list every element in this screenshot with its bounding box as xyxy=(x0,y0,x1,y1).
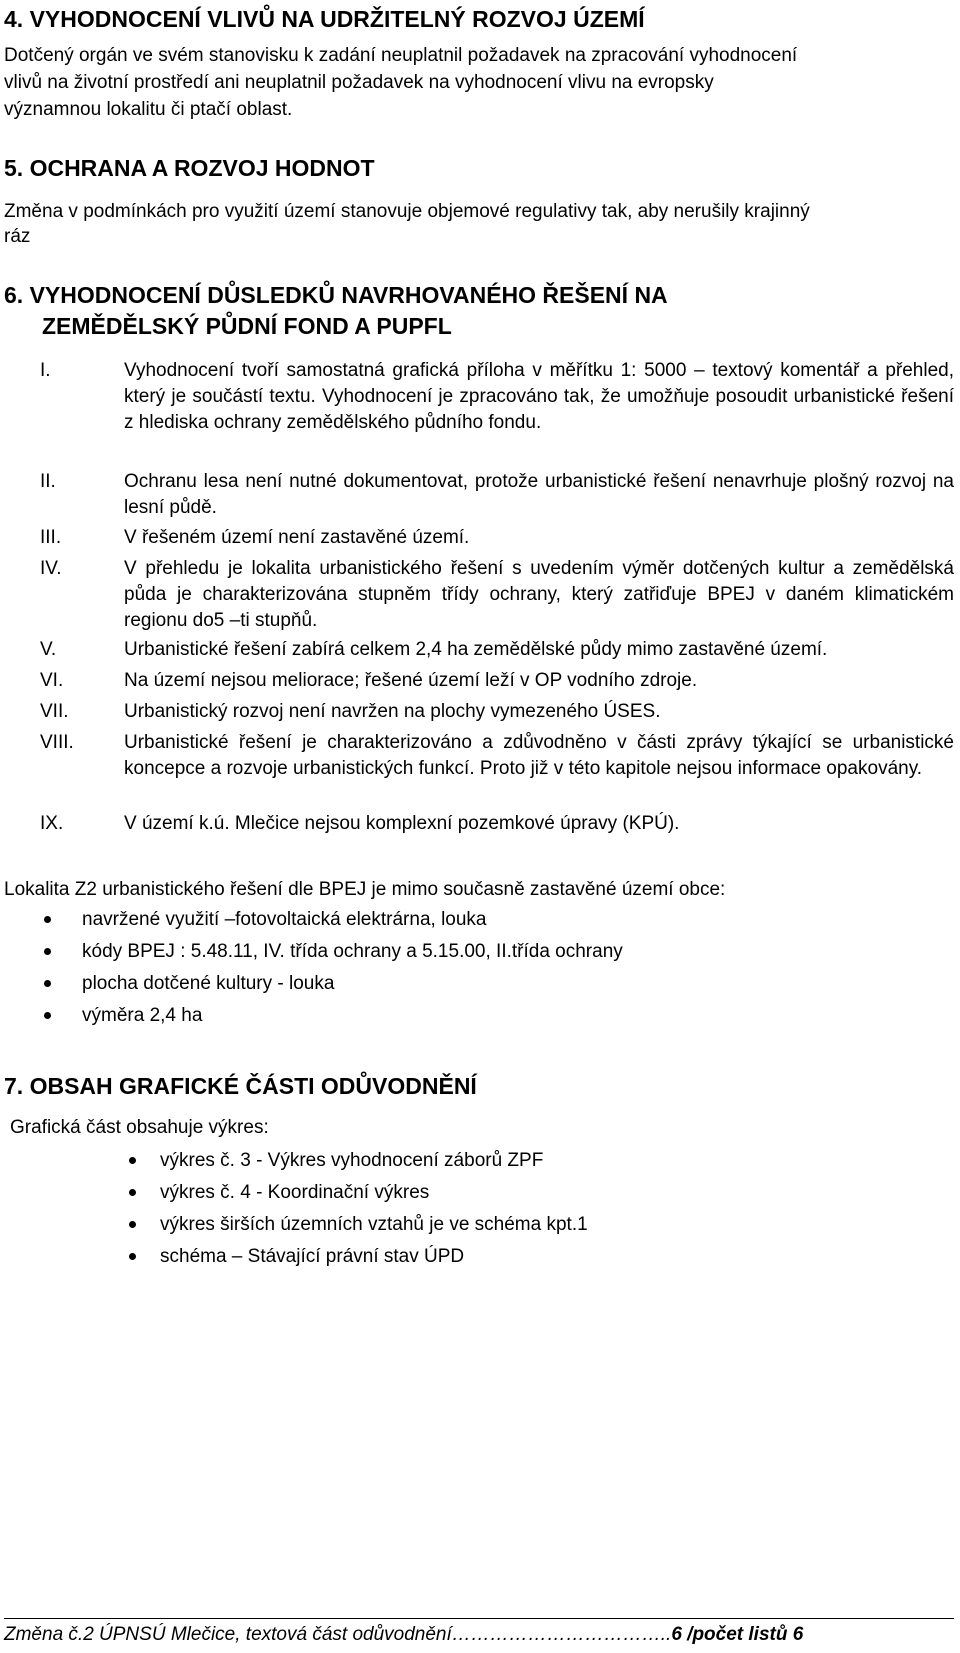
lokalita-intro: Lokalita Z2 urbanistického řešení dle BPEJ je mimo současně zastavěné území obce: xyxy=(4,879,726,900)
item-text: Vyhodnocení tvoří samostatná grafická příloha v měřítku 1: 5000 – textový komentář a přehled, který je součástí textu. Vyhodnocení je zpracováno tak, že umožňuje posoudit urbanistické řešení z hlediska ochrany zemědělského půdního fondu. xyxy=(124,360,954,433)
section-4-text-line-2: vlivů na životní prostředí ani neuplatnil požadavek na vyhodnocení vlivu na evropsky xyxy=(4,72,714,93)
section-5-text-line-2: ráz xyxy=(4,226,31,247)
item-numeral: II. xyxy=(40,471,56,492)
bullet-icon xyxy=(129,1157,136,1164)
item-text: V přehledu je lokalita urbanistického řešení s uvedením výměr dotčených kultur a zemědělská půda je charakterizována stupněm třídy ochrany, který zatřiďuje BPEJ v daném klimatickém regionu do5 –ti stupňů. xyxy=(124,558,954,631)
item-numeral: VIII. xyxy=(40,732,74,753)
bullet-icon xyxy=(44,916,51,923)
bullet-icon xyxy=(44,980,51,987)
item-text: Na území nejsou meliorace; řešené území leží v OP vodního zdroje. xyxy=(124,670,698,691)
footer-text: Změna č.2 ÚPNSÚ Mlečice, textová část odůvodnění…………………………….. xyxy=(4,1624,672,1645)
section-7-heading: 7. OBSAH GRAFICKÉ ČÁSTI ODŮVODNĚNÍ xyxy=(4,1073,477,1099)
section-4-text-line-1: Dotčený orgán ve svém stanovisku k zadání neuplatnil požadavek na zpracování vyhodnocení xyxy=(4,45,798,66)
section-4-text-line-3: významnou lokalitu či ptačí oblast. xyxy=(4,99,293,120)
bullet-icon xyxy=(129,1221,136,1228)
item-text: V území k.ú. Mlečice nejsou komplexní pozemkové úpravy (KPÚ). xyxy=(124,813,680,834)
section-7-bullet: výkres širších územních vztahů je ve schéma kpt.1 xyxy=(160,1214,588,1235)
item-numeral: III. xyxy=(40,527,62,548)
item-text: Urbanistické řešení zabírá celkem 2,4 ha zemědělské půdy mimo zastavěné území. xyxy=(124,639,828,660)
item-numeral: VII. xyxy=(40,701,69,722)
item-text: Urbanistický rozvoj není navržen na plochy vymezeného ÚSES. xyxy=(124,701,661,722)
bullet-icon xyxy=(129,1253,136,1260)
item-numeral: IX. xyxy=(40,813,64,834)
section-6-heading-line-1: 6. VYHODNOCENÍ DŮSLEDKŮ NAVRHOVANÉHO ŘEŠENÍ NA xyxy=(4,282,668,308)
section-7-bullet: výkres č. 4 - Koordinační výkres xyxy=(160,1182,430,1203)
footer-divider xyxy=(4,1618,954,1619)
item-text: Ochranu lesa není nutné dokumentovat, protože urbanistické řešení nenavrhuje plošný rozvoj na lesní půdě. xyxy=(124,471,954,518)
lokalita-bullet: kódy BPEJ : 5.48.11, IV. třída ochrany a 5.15.00, II.třída ochrany xyxy=(82,941,623,962)
lokalita-bullet: plocha dotčené kultury - louka xyxy=(82,973,335,994)
section-7-bullet: schéma – Stávající právní stav ÚPD xyxy=(160,1246,465,1267)
bullet-icon xyxy=(44,948,51,955)
item-text: Urbanistické řešení je charakterizováno a zdůvodněno v části zprávy týkající se urbanistické koncepce a rozvoje urbanistických funkcí. Proto již v této kapitole nejsou informace opakovány. xyxy=(124,732,954,779)
bullet-icon xyxy=(129,1189,136,1196)
item-numeral: I. xyxy=(40,360,51,381)
item-numeral: V. xyxy=(40,639,57,660)
section-7-intro: Grafická část obsahuje výkres: xyxy=(10,1117,269,1138)
section-7-bullet: výkres č. 3 - Výkres vyhodnocení záborů ZPF xyxy=(160,1150,544,1171)
section-6-heading-line-2: ZEMĚDĚLSKÝ PŮDNÍ FOND A PUPFL xyxy=(42,313,452,339)
item-numeral: IV. xyxy=(40,558,62,579)
page-footer xyxy=(4,1622,954,1648)
section-5-heading: 5. OCHRANA A ROZVOJ HODNOT xyxy=(4,155,375,181)
lokalita-bullet: výměra 2,4 ha xyxy=(82,1005,203,1026)
item-text: V řešeném území není zastavěné území. xyxy=(124,527,470,548)
bullet-icon xyxy=(44,1012,51,1019)
section-5-text-line-1: Změna v podmínkách pro využití území stanovuje objemové regulativy tak, aby nerušily krajinný xyxy=(4,201,810,222)
item-numeral: VI. xyxy=(40,670,64,691)
footer-page-number: 6 /počet listů 6 xyxy=(671,1624,804,1645)
lokalita-bullet: navržené využití –fotovoltaická elektrárna, louka xyxy=(82,909,487,930)
section-4-heading: 4. VYHODNOCENÍ VLIVŮ NA UDRŽITELNÝ ROZVOJ ÚZEMÍ xyxy=(4,6,645,32)
